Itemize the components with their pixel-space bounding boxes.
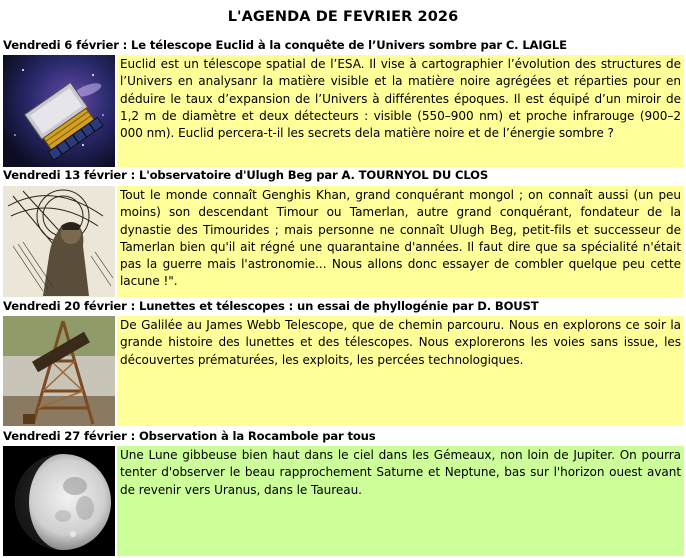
event-heading-feb-13: Vendredi 13 février : L'observatoire d'Ulugh Beg par A. TOURNYOL DU CLOS: [3, 168, 489, 182]
euclid-telescope-image: [3, 55, 115, 167]
moon-image: [3, 446, 115, 556]
wooden-telescope-image: [3, 316, 115, 426]
event-description-feb-13: Tout le monde connaît Genghis Khan, grand conquérant mongol ; on connaît aussi (un peu moins) son descendant Timour ou Tamerlan, autre grand conquérant, fondateur de la dynastie des Timourides ; mais personne ne connaît Ulugh Beg, petit-fils et successeur de Tamerlan bien qu'il ait régné une quarantaine d'années. Il faut dire que sa spécialité n'était pas la guerre mais l'astronomie... Nous allons donc essayer de combler quelque peu cette lacune !".: [117, 186, 684, 297]
event-description-feb-6: Euclid est un télescope spatial de l’ESA. Il vise à cartographier l’évolution des structures de l’Univers en analysanr la matière visible et la matière noire agrégées et réparties pour en déduire le taux d’expansion de l’Univers à différentes époques. Il est équipé d’un miroir de 1,2 m de diamètre et deux détecteurs : visible (550–900 nm) et proche infrarouge (900–2 000 nm). Euclid percera-t-il les secrets dela matière noire et de l’énergie sombre ?: [117, 55, 684, 167]
page-title: L'AGENDA DE FEVRIER 2026: [227, 9, 459, 25]
ulugh-beg-engraving-image: [3, 186, 115, 297]
event-description-feb-20: De Galilée au James Webb Telescope, que de chemin parcouru. Nous en explorons ce soir la grande histoire des lunettes et des télescopes. Nous explorerons les voies sans issue, les découvertes prématurées, les exploits, les percées technologiques.: [117, 316, 684, 426]
event-heading-feb-6: Vendredi 6 février : Le télescope Euclid à la conquête de l’Univers sombre par C. LAIGLE: [3, 38, 567, 52]
event-heading-feb-20: Vendredi 20 février : Lunettes et télescopes : un essai de phyllogénie par D. BOUST: [3, 299, 539, 313]
event-description-feb-27: Une Lune gibbeuse bien haut dans le ciel dans les Gémeaux, non loin de Jupiter. On pourra tenter d'observer le beau rapprochement Saturne et Neptune, bas sur l'horizon ouest avant de revenir vers Uranus, dans le Taureau.: [117, 446, 684, 556]
event-heading-feb-27: Vendredi 27 février : Observation à la Rocambole par tous: [3, 429, 376, 443]
